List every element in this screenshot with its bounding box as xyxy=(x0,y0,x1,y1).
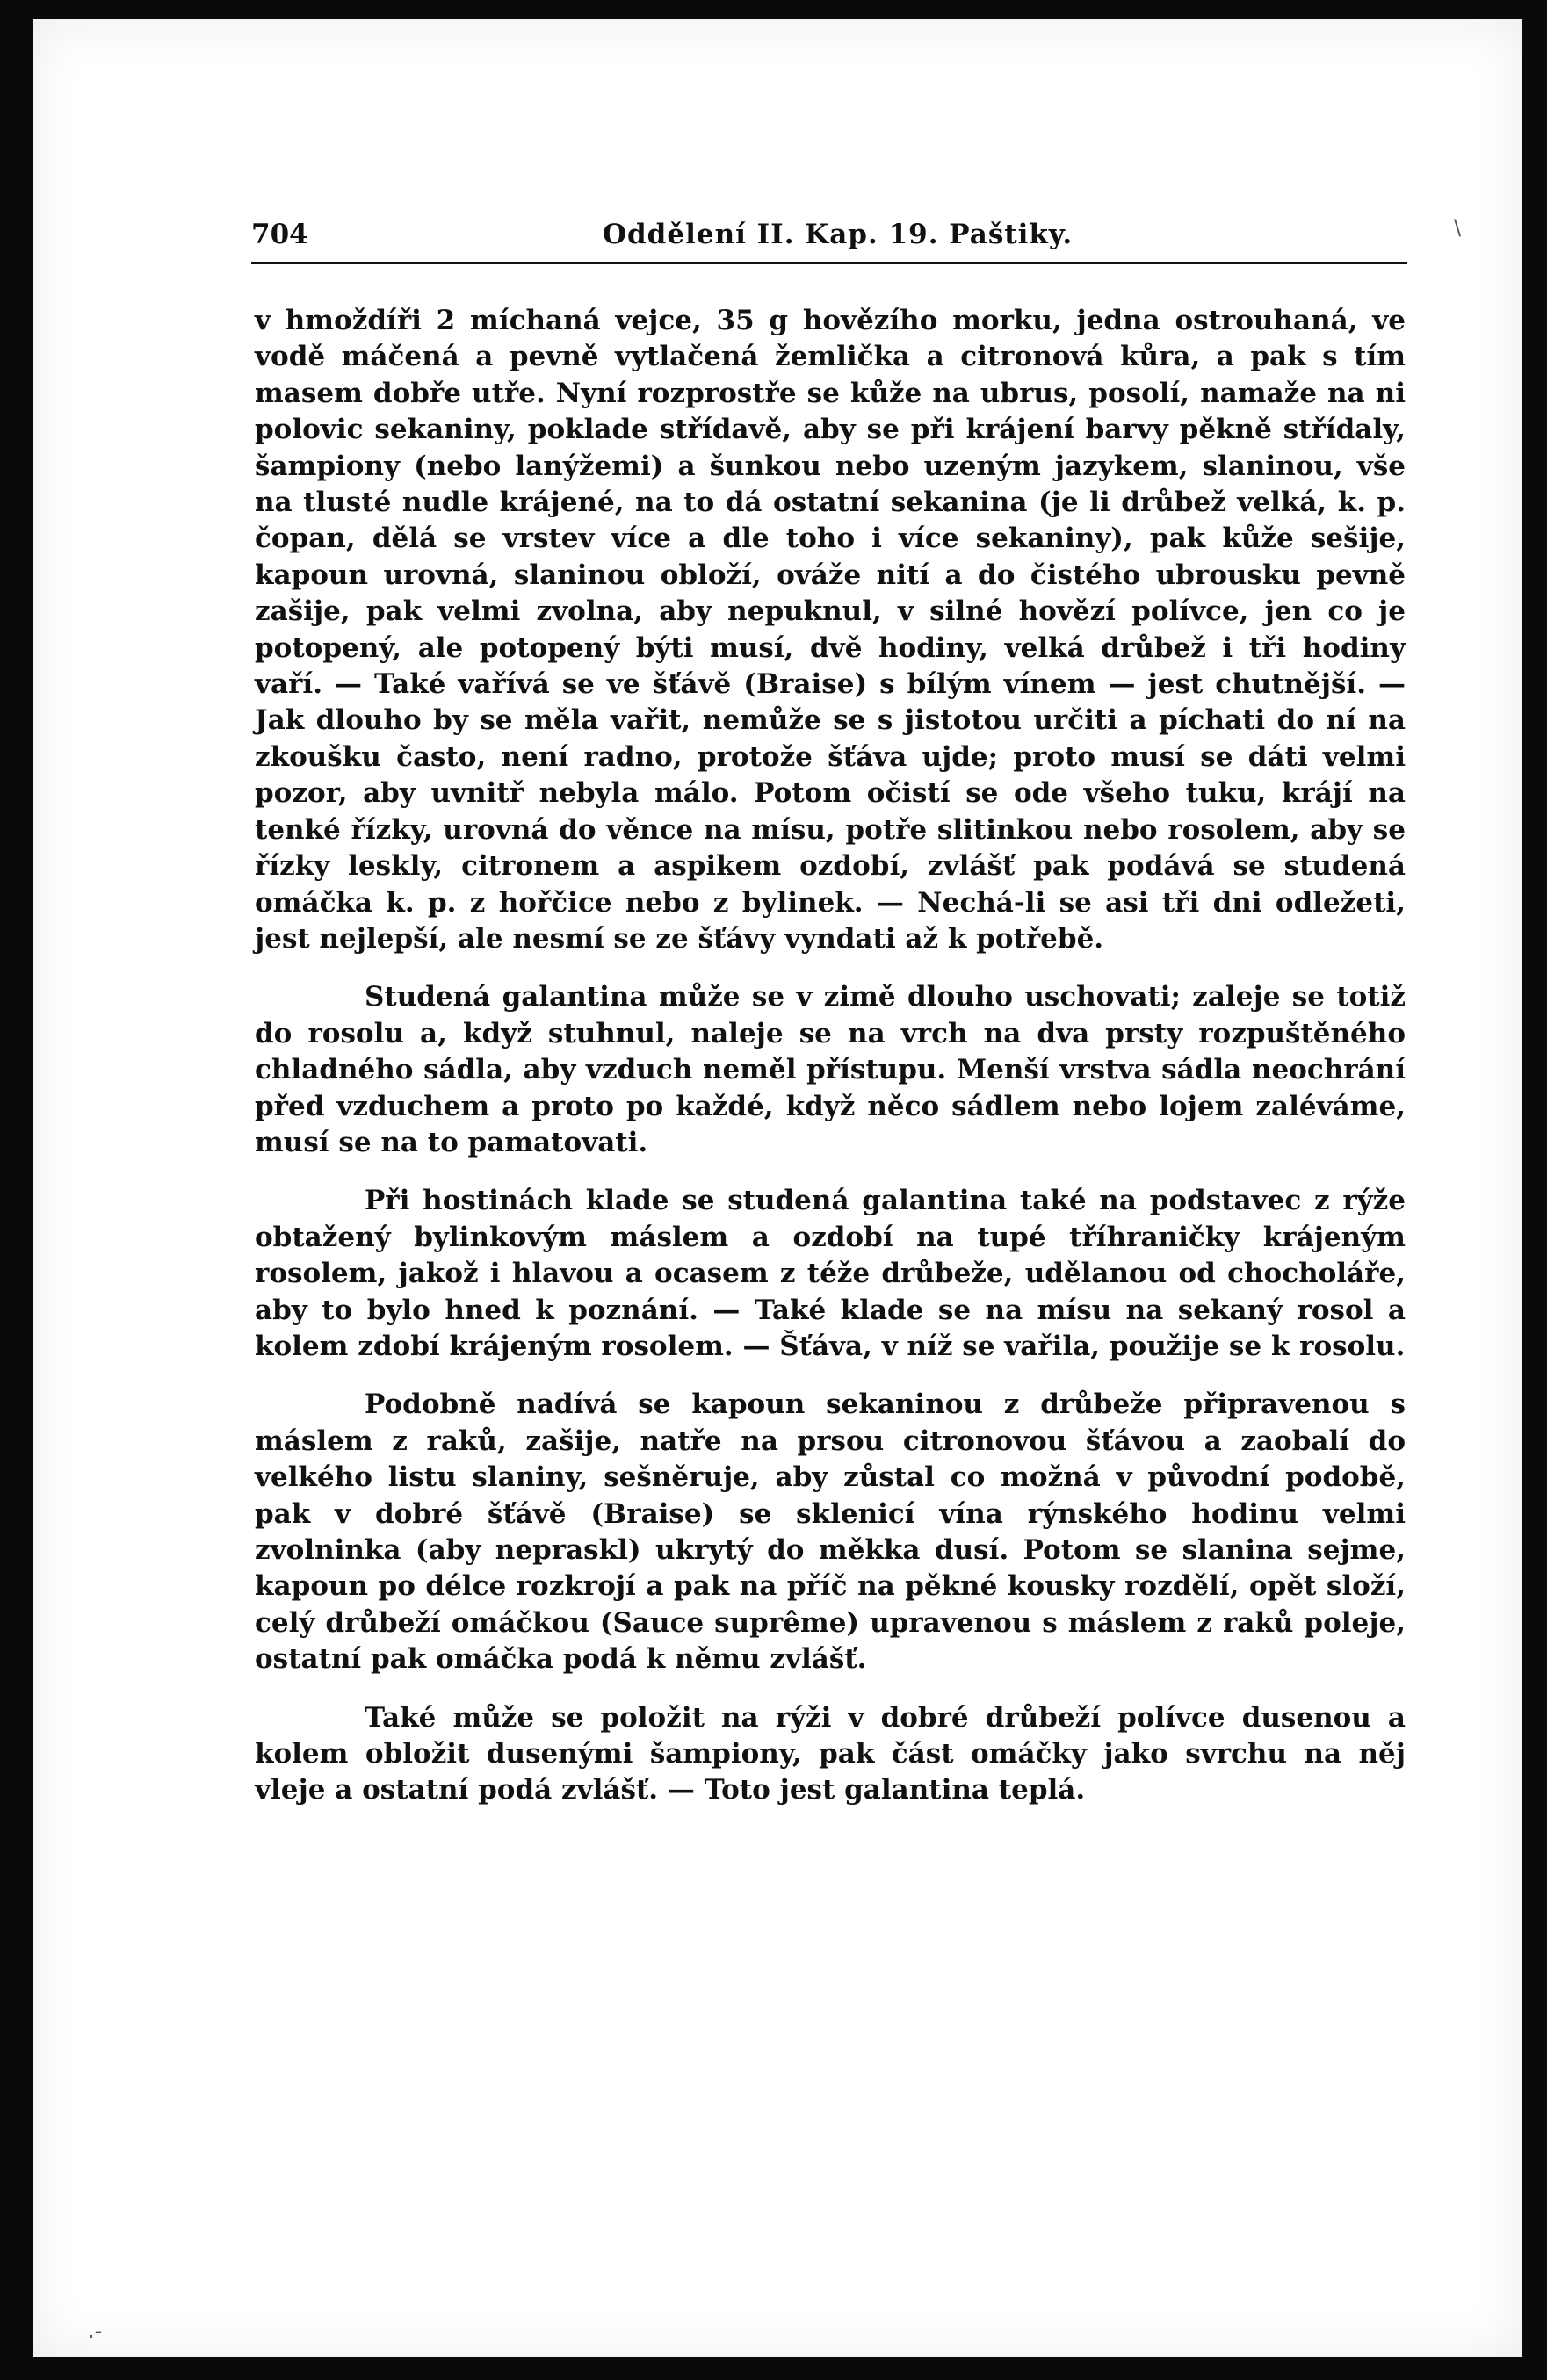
running-header xyxy=(251,215,1407,261)
scan-speck: \ xyxy=(1454,215,1462,240)
paragraph-2: Studená galantina může se v zimě dlouho uschovati; zaleje se totiž do rosolu a, když stuhnul, naleje se na vrch na dva prsty rozpuštěného chladného sádla, aby vzduch neměl přístupu. Menší vrstva sádla neochrání před vzduchem a proto po každé, když něco sádlem nebo lojem zaléváme, musí se na to pamatovati. xyxy=(255,981,1406,1158)
page-number: 704 xyxy=(251,219,308,250)
paragraph-1: v hmoždíři 2 míchaná vejce, 35 g hovězího morku, jedna ostrouhaná, ve vodě máčená a pevně vytlačená žemlička a citronová kůra, a pak s tím masem dobře utře. Nyní rozprostře se kůže na ubrus, posolí, namaže na ni polovic sekaniny, poklade střídavě, aby se při krájení barvy pěkně střídaly, šampiony (nebo lanýžemi) a šunkou nebo uzeným jazykem, slaninou, vše na tlusté nudle krájené, na to dá ostatní sekanina (je li drůbež velká, k. p. čopan, dělá se vrstev více a dle toho i více sekaniny), pak kůže sešije, kapoun urovná, slaninou obloží, ováže nití a do čistého ubrousku pevně zašije, pak velmi zvolna, aby nepuknul, v silné hovězí polívce, jen co je potopený, ale potopený býti musí, dvě hodiny, velká drůbež i tři hodiny vaří. — Také vařívá se ve šťávě (Braise) s bílým vínem — jest chutnější. — Jak dlouho by se měla vařit, nemůže se s jistotou určiti a píchati do ní na zkoušku často, není radno, protože šťáva ujde; proto musí se dáti velmi pozor, aby uvnitř nebyla málo. Potom očistí se ode všeho tuku, krájí na tenké řízky, urovná do věnce na mísu, potře slitinkou nebo rosolem, aby se řízky leskly, citronem a aspikem ozdobí, zvlášť pak podává se studená omáčka k. p. z hořčice nebo z bylinek. — Nechá-li se asi tři dni odležeti, jest nejlepší, ale nesmí se ze šťávy vyndati až k potřebě. xyxy=(255,305,1406,955)
header-rule xyxy=(251,262,1407,264)
scan-speck: .- xyxy=(88,2319,103,2343)
paragraph-5: Také může se položit na rýži v dobré drůbeží polívce dusenou a kolem obložit dusenými šampiony, pak část omáčky jako svrchu na něj vleje a ostatní podá zvlášť. — Toto jest galantina teplá. xyxy=(255,1701,1406,1807)
paragraph-4: Podobně nadívá se kapoun sekaninou z drůbeže připravenou s máslem z raků, zašije, natře na prsou citronovou šťávou a zaobalí do velkého listu slaniny, sešněruje, aby zůstal co možná v původní podobě, pak v dobré šťávě (Braise) se sklenicí vína rýnského hodinu velmi zvolninka (aby nepraskl) ukrytý do měkka dusí. Potom se slanina sejme, kapoun po délce rozkrojí a pak na příč na pěkné kousky rozdělí, opět složí, celý drůbeží omáčkou (Sauce suprême) upravenou s máslem z raků poleje, ostatní pak omáčka podá k němu zvlášť. xyxy=(255,1388,1406,1676)
body-text xyxy=(255,303,1406,1809)
chapter-title: Oddělení II. Kap. 19. Paštiky. xyxy=(603,219,1074,250)
paragraph-3: Při hostinách klade se studená galantina také na podstavec z rýže obtažený bylinkovým máslem a ozdobí na tupé tříhraničky krájeným rosolem, jakož i hlavou a ocasem z téže drůbeže, udělanou od chocholáře, aby to bylo hned k poznání. — Také klade se na mísu na sekaný rosol a kolem zdobí krájeným rosolem. — Šťáva, v níž se vařila, použije se k rosolu. xyxy=(255,1185,1406,1362)
